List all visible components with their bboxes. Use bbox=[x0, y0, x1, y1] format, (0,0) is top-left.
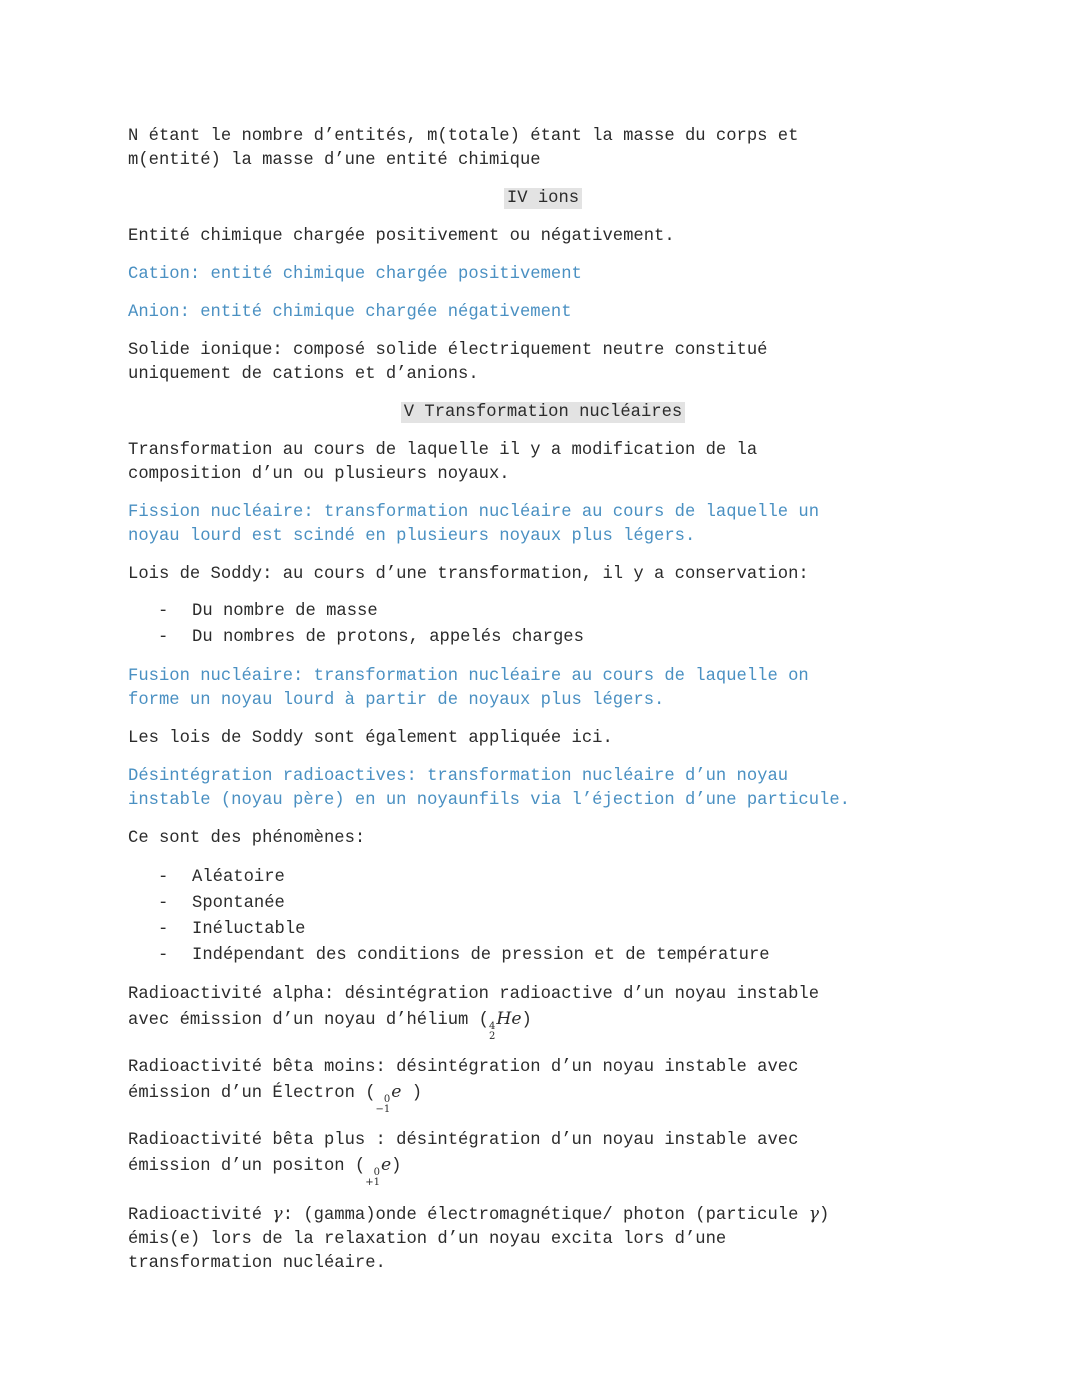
transformation-definition: Transformation au cours de laquelle il y a modification de la composition d’un ou plusieurs noyaux. bbox=[128, 441, 758, 484]
soddy-applied: Les lois de Soddy sont également appliquée ici. bbox=[128, 729, 613, 748]
list-item: - Spontanée bbox=[158, 891, 958, 917]
intro-line: N étant le nombre d’entités, m(totale) étant la masse du corps et bbox=[128, 127, 799, 146]
list-item: - Indépendant des conditions de pression et de température bbox=[158, 943, 958, 969]
solide-ionique-paragraph: Solide ionique: composé solide électriquement neutre constitué uniquement de cations et d’anions. bbox=[128, 341, 768, 384]
phenomenes-list bbox=[128, 865, 958, 969]
ion-definition: Entité chimique chargée positivement ou négativement. bbox=[128, 227, 675, 246]
desintegration-definition: Désintégration radioactives: transformation nucléaire d’un noyau instable (noyau père) en un noyaunfils via l’éjection d’une particule. bbox=[128, 767, 850, 810]
section-heading-ions: IV ions bbox=[128, 187, 958, 211]
gamma-paragraph: Radioactivité γ: (gamma)onde électromagnétique/ photon (particule γ) émis(e) lors de la relaxation d’un noyau excita lors d’une transformation nucléaire. bbox=[128, 1204, 830, 1273]
helium-isotope: 4 2 He bbox=[489, 1009, 522, 1042]
phenomenes-intro: Ce sont des phénomènes: bbox=[128, 829, 366, 848]
list-item: - Du nombres de protons, appelés charges bbox=[158, 625, 958, 651]
anion-definition: Anion: entité chimique chargée négativement bbox=[128, 303, 572, 322]
gamma-symbol: γ bbox=[272, 1204, 283, 1224]
intro-paragraph bbox=[128, 125, 958, 173]
alpha-paragraph: Radioactivité alpha: désintégration radioactive d’un noyau instable avec émission d’un noyau d’hélium ( 4 2 He) bbox=[128, 985, 820, 1042]
list-item: - Aléatoire bbox=[158, 865, 958, 891]
document-content bbox=[128, 125, 958, 1290]
positon-isotope: 0 +1 e bbox=[365, 1155, 392, 1188]
list-item: - Inéluctable bbox=[158, 917, 958, 943]
cation-definition: Cation: entité chimique chargée positivement bbox=[128, 265, 582, 284]
list-item: - Du nombre de masse bbox=[158, 599, 958, 625]
electron-isotope: 0 −1 e bbox=[375, 1082, 402, 1115]
fusion-definition: Fusion nucléaire: transformation nucléaire au cours de laquelle on forme un noyau lourd à partir de noyaux plus légers. bbox=[128, 667, 809, 710]
gamma-symbol: γ bbox=[808, 1204, 819, 1224]
soddy-laws: Lois de Soddy: au cours d’une transformation, il y a conservation: bbox=[128, 565, 809, 584]
section-heading-transformations: V Transformation nucléaires bbox=[128, 401, 958, 425]
intro-line: m(entité) la masse d’une entité chimique bbox=[128, 151, 541, 170]
fission-definition: Fission nucléaire: transformation nucléaire au cours de laquelle un noyau lourd est scindé en plusieurs noyaux plus légers. bbox=[128, 503, 820, 546]
beta-minus-paragraph: Radioactivité bêta moins: désintégration d’un noyau instable avec émission d’un Électron ( 0 −1 e ) bbox=[128, 1058, 799, 1115]
beta-plus-paragraph: Radioactivité bêta plus : désintégration d’un noyau instable avec émission d’un positon ( 0 +1 e) bbox=[128, 1131, 799, 1188]
soddy-list bbox=[128, 599, 958, 651]
